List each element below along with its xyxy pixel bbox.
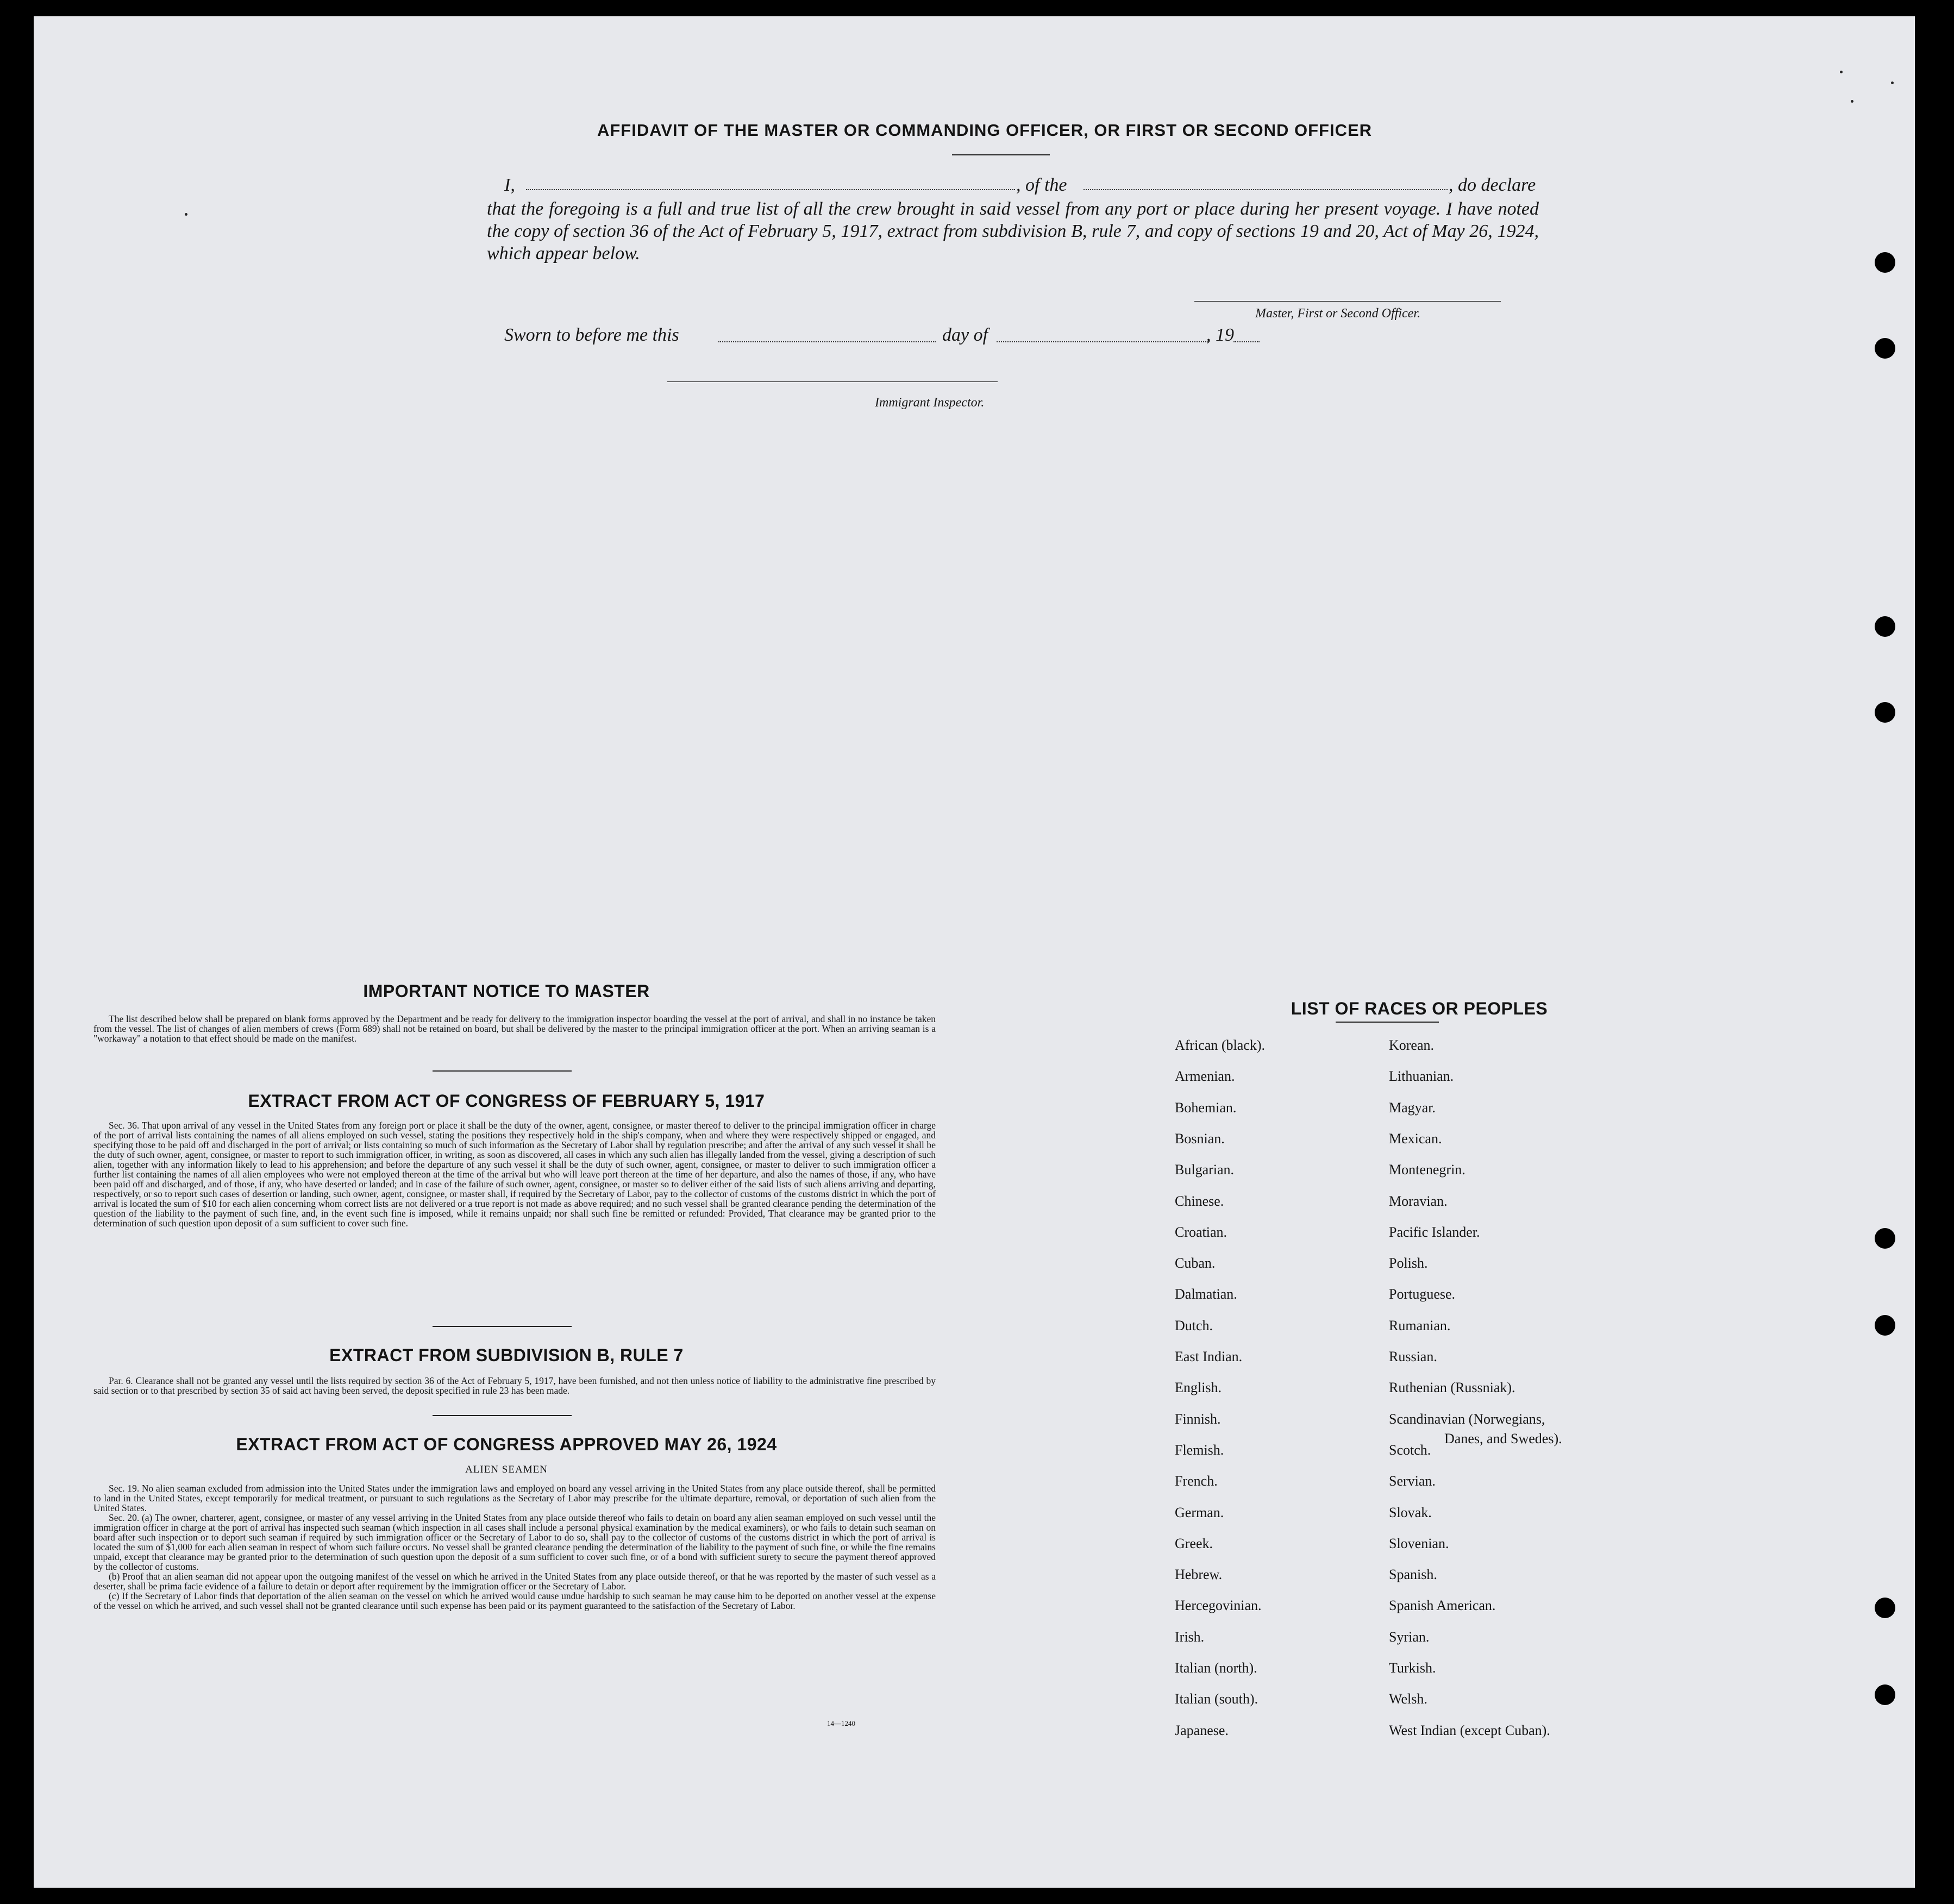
punch-hole [1875,702,1895,723]
race-item: Bosnian. [1175,1130,1225,1147]
sworn-label: Sworn to before me this [504,325,679,345]
race-item: Italian (south). [1175,1691,1258,1707]
race-item: Syrian. [1389,1629,1430,1645]
sec-20c-paragraph: (c) If the Secretary of Labor finds that deportation of the alien seaman on the vessel on which he arrived would cause undue hardship to such seaman he may cause him to be deported on another vessel at the expense of the vessel on which he arrived, and such vessel shall not be granted clearance until such expense has been paid or its payment guaranteed to the satisfaction of the Secretary of Labor. [93,1590,936,1611]
divider-1 [433,1070,572,1072]
punch-hole [1875,1315,1895,1336]
race-item: Japanese. [1175,1722,1229,1738]
race-item: Hercegovinian. [1175,1598,1262,1614]
sworn-day-blank[interactable] [718,341,936,342]
race-item: Bulgarian. [1175,1162,1235,1178]
race-item: French. [1175,1473,1218,1489]
ink-speck [185,213,187,216]
extract-1917-text [93,1120,936,1228]
affidavit-of-the: , of the [1016,175,1067,195]
notice-paragraph: The list described below shall be prepared on blank forms approved by the Department and be ready for delivery to the immigration inspector boarding the vessel at the port of arrival, and shall in no instance be taken from the vessel. The list of changes of alien members of crews (Form 689) shall not be retained on board, but shall be delivered by the master to the principal immigration officer at the port. When an arriving seaman is a "workaway" a notation to that effect should be made on the manifest. [93,1013,936,1044]
race-item: Polish. [1389,1255,1428,1272]
races-title: LIST OF RACES OR PEOPLES [1291,999,1548,1018]
document-page [34,16,1915,1888]
affidavit-body: that the foregoing is a full and true list of all the crew brought in said vessel from any port or place during her present voyage. I have noted the copy of section 36 of the Act of February 5, 1917, extract from subdivision B, rule 7, and copy of sections 19 and 20, Act of May 26, 1924, which appear below. [487,199,1539,264]
race-item: East Indian. [1175,1349,1243,1364]
inspector-label: Immigrant Inspector. [875,396,985,410]
punch-hole [1875,1684,1895,1705]
divider-2 [433,1326,572,1327]
sworn-year-blank[interactable] [1233,341,1260,342]
race-item: Moravian. [1389,1193,1448,1209]
punch-hole [1875,616,1895,637]
sec-20a-paragraph: Sec. 20. (a) The owner, charterer, agent, consignee, or master of any vessel arriving in the United States from any place outside thereof who fails to detain on board any alien seaman employed on such vessel until the immigration officer in charge at the port of arrival has inspected such seaman (which inspection in all cases shall include a personal physical examination by the medical examiners), or who fails to detain such seaman on board after such inspection or to deport such seaman if required by such immigration officer or the Secretary of Labor to do so, shall pay to the collector of customs of the customs district in which the port of arrival is located the sum of $1,000 for each alien seaman in respect of whom such failure occurs. No vessel shall be granted clearance pending the determination of the liability to the payment of such fine, or while the fine remains unpaid, except that clearance may be granted prior to the determination of such question upon the deposit of a sum sufficient to cover such fine, or of a bond with sufficient surety to secure the payment thereof approved by the collector of customs. [93,1512,936,1572]
race-item: Magyar. [1389,1099,1436,1116]
race-scandinavian-continued: Danes, and Swedes). [1444,1431,1562,1446]
race-item: Welsh. [1389,1691,1427,1707]
punch-hole [1875,1228,1895,1249]
race-item: West Indian (except Cuban). [1389,1722,1550,1738]
form-number: 14—1240 [827,1719,855,1727]
extract-1924-text [93,1483,936,1611]
notice-text [93,1014,936,1043]
punch-hole [1875,338,1895,359]
race-item: Spanish American. [1389,1598,1496,1614]
sworn-month-blank[interactable] [997,341,1208,342]
race-item: Bohemian. [1175,1099,1237,1116]
races-rule [1336,1022,1439,1023]
name-blank[interactable] [526,189,1015,190]
punch-hole [1875,252,1895,273]
race-item: Italian (north). [1175,1660,1257,1676]
rule7-text [93,1376,936,1395]
race-item: Servian. [1389,1473,1436,1489]
sec-19-paragraph: Sec. 19. No alien seaman excluded from admission into the United States under the immigration laws and employed on board any vessel arriving in the United States from any place outside thereof, shall be permitted to land in the United States, except temporarily for medical treatment, or pursuant to such regulations as the Secretary of Labor may prescribe for the ultimate departure, removal, or deportation of such alien from the United States. [93,1483,936,1513]
alien-seamen-subtitle: ALIEN SEAMEN [465,1464,548,1475]
race-item: Slovak. [1389,1504,1432,1520]
sec-36-paragraph: Sec. 36. That upon arrival of any vessel in the United States from any foreign port or place it shall be the duty of the owner, agent, consignee, or master thereof to deliver to the principal immigration officer in charge of the port of arrival lists containing the names of all aliens employed on such vessel, stating the positions they respectively hold in the ship's company, when and where they were respectively shipped or engaged, and specifying those to be paid off and discharged in the port of arrival; or lists containing so much of such information as the Secretary of Labor shall by regulation prescribe; and after the arrival of any such vessel it shall be the duty of such owner, agent, consignee, or master to report to such immigration officer, in writing, as soon as discovered, all cases in which any such alien has illegally landed from the vessel, giving a description of such alien, together with any information likely to lead to his apprehension; and before the departure of any such vessel it shall be the duty of such owner, agent, consignee, or master to deliver to such immigration officer a further list containing the names of all alien employees who were not employed thereon at the time of the arrival but who will leave port thereon at the time of her departure, and also the names of those, if any, who have been paid off and discharged, and of those, if any, who have deserted or landed; and in case of the failure of such owner, agent, consignee, or master so to deliver either of the said lists of such aliens arriving and departing, respectively, or so to report such cases of desertion or landing, such owner, agent, consignee, or master shall, if required by the Secretary of Labor, pay to the collector of customs of the customs district in which the port of arrival is located the sum of $10 for each alien concerning whom correct lists are not delivered or a true report is not made as above required; and no such vessel shall be granted clearance pending the determination of the question of the liability to the payment of such fine, and, in the event such fine is imposed, while it remains unpaid; nor shall such fine be remitted or refunded: Provided, That clearance may be granted prior to the determination of such question upon deposit of a sum sufficient to cover such fine. [93,1120,936,1229]
extract-1917-title: EXTRACT FROM ACT OF CONGRESS OF FEBRUARY 5, 1917 [248,1091,765,1111]
race-item: Ruthenian (Russniak). [1389,1380,1515,1396]
race-item: English. [1175,1380,1222,1396]
race-item: Russian. [1389,1349,1437,1364]
ink-speck [1851,100,1853,103]
day-of-label: day of [942,325,988,345]
master-signature-line[interactable] [1194,301,1501,302]
race-item: Mexican. [1389,1130,1442,1147]
race-item: Chinese. [1175,1193,1224,1209]
race-item: Slovenian. [1389,1535,1449,1551]
master-label: Master, First or Second Officer. [1255,306,1420,321]
title-rule [952,154,1050,155]
inspector-signature-line[interactable] [667,381,998,382]
race-item: Rumanian. [1389,1317,1451,1333]
race-item: Finnish. [1175,1411,1221,1427]
race-item: Korean. [1389,1037,1435,1053]
race-item: Portuguese. [1389,1286,1456,1302]
par-6-paragraph: Par. 6. Clearance shall not be granted any vessel until the lists required by section 36 of the Act of February 5, 1917, have been furnished, and not then unless notice of liability to the administrative fine prescribed by said section or to that prescribed by section 35 of said act having been served, the deposit specified in rule 23 has been made. [93,1375,936,1396]
race-item: Montenegrin. [1389,1162,1466,1178]
ink-speck [1891,82,1894,84]
vessel-blank[interactable] [1084,189,1448,190]
year-label: , 19 [1206,325,1234,345]
race-item: Dalmatian. [1175,1286,1237,1302]
divider-3 [433,1415,572,1416]
race-item: Scandinavian (Norwegians, [1389,1411,1545,1427]
ink-speck [1840,71,1843,73]
notice-title: IMPORTANT NOTICE TO MASTER [363,981,650,1001]
race-item: Spanish. [1389,1567,1437,1583]
race-item: Dutch. [1175,1317,1213,1333]
race-item: Cuban. [1175,1255,1216,1272]
race-item: Scotch. [1389,1442,1431,1458]
race-item: Turkish. [1389,1660,1436,1676]
race-item: Irish. [1175,1629,1205,1645]
race-item: Hebrew. [1175,1567,1223,1583]
affidavit-title: AFFIDAVIT OF THE MASTER OR COMMANDING OFFICER, OR FIRST OR SECOND OFFICER [597,121,1373,140]
race-item: Armenian. [1175,1068,1235,1085]
extract-1924-title: EXTRACT FROM ACT OF CONGRESS APPROVED MAY 26, 1924 [236,1435,777,1454]
race-item: Pacific Islander. [1389,1224,1480,1240]
race-item: African (black). [1175,1037,1266,1053]
race-item: Croatian. [1175,1224,1227,1240]
race-item: Greek. [1175,1535,1213,1551]
punch-hole [1875,1598,1895,1618]
race-item: Lithuanian. [1389,1068,1454,1085]
sec-20b-paragraph: (b) Proof that an alien seaman did not appear upon the outgoing manifest of the vessel on which he arrived in the United States from any place outside thereof, or that he was reported by the master of such vessel as a deserter, shall be prima facie evidence of a failure to detain or deport after requirement by the immigration officer or the Secretary of Labor. [93,1571,936,1592]
affidavit-i: I, [504,175,515,195]
race-item: German. [1175,1504,1224,1520]
affidavit-do-declare: , do declare [1449,175,1536,195]
race-item: Flemish. [1175,1442,1224,1458]
rule7-title: EXTRACT FROM SUBDIVISION B, RULE 7 [329,1345,684,1365]
